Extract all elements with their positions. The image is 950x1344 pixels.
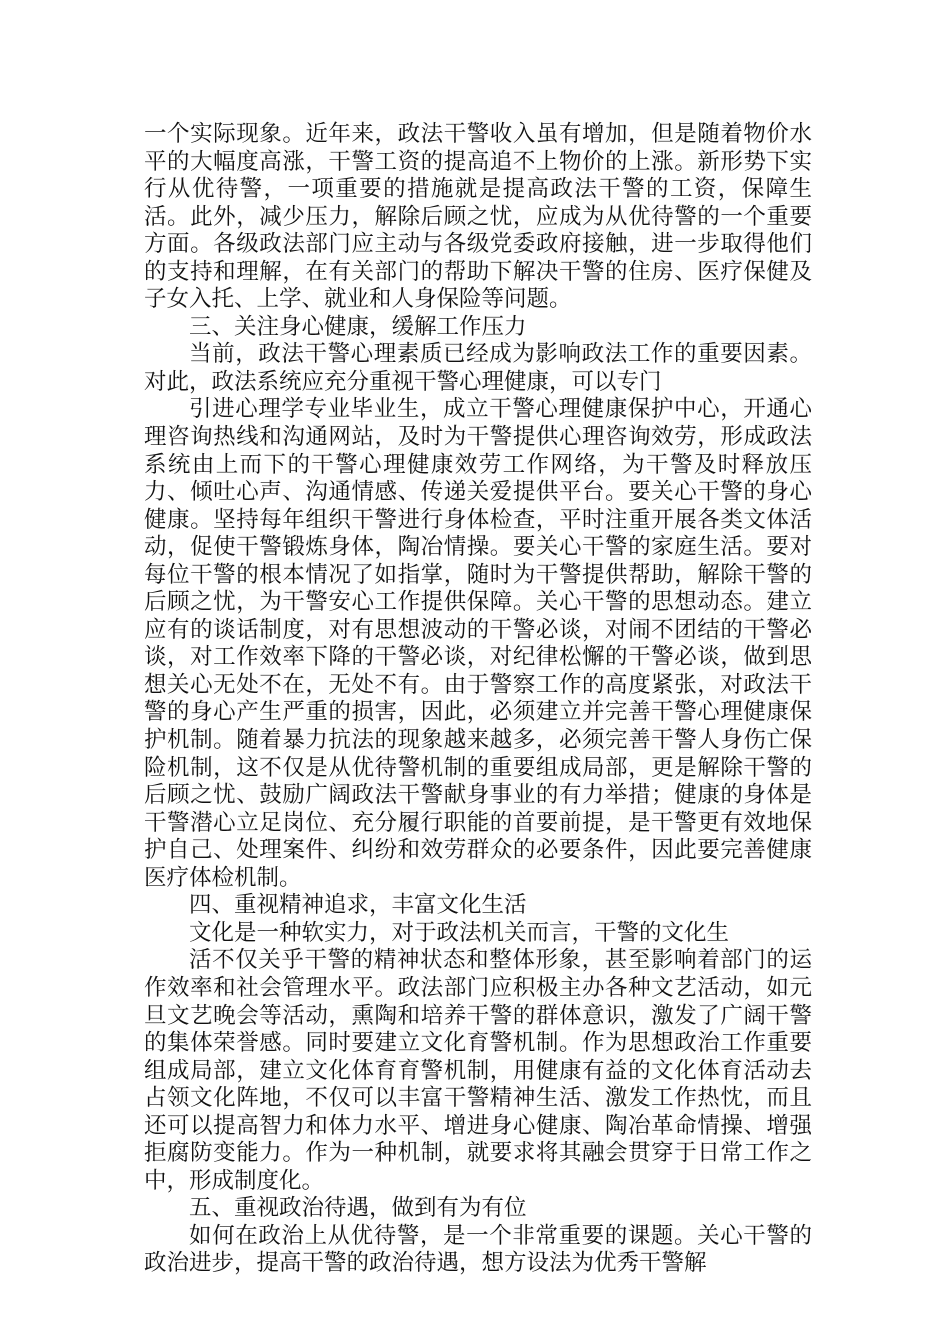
paragraph: 引进心理学专业毕业生，成立干警心理健康保护中心，开通心理咨询热线和沟通网站，及时为干警提供心理咨询效劳，形成政法系统由上而下的干警心理健康效劳工作网络，为干警及时释放压力、倾吐心声、沟通情感、传递关爱提供平台。要关心干警的身心健康。坚持每年组织干警进行身体检查，平时注重开展各类文体活动，促使干警锻炼身体，陶冶情操。要关心干警的家庭生活。要对每位干警的根本情况了如指掌，随时为干警提供帮助，解除干警的后顾之忧，为干警安心工作提供保障。关心干警的思想动态。建立应有的谈话制度，对有思想波动的干警必谈，对闹不团结的干警必谈，对工作效率下降的干警必谈，对纪律松懈的干警必谈，做到思想关心无处不在，无处不有。由于警察工作的高度紧张，对政法干警的身心产生严重的损害，因此，必须建立并完善干警心理健康保护机制。随着暴力抗法的现象越来越多，必须完善干警人身伤亡保险机制，这不仅是从优待警机制的重要组成局部，更是解除干警的后顾之忧、鼓励广阔政法干警献身事业的有力举措；健康的身体是干警潜心立足岗位、充分履行职能的首要前提，是干警更有效地保护自己、处理案件、纠纷和效劳群众的必要条件，因此要完善健康医疗体检机制。 xyxy=(144,396,812,891)
section-heading-3: 三、关注身心健康，缓解工作压力 xyxy=(189,313,527,340)
paragraph: 如何在政治上从优待警，是一个非常重要的课题。关心干警的政治进步，提高干警的政治待遇，想方设法为优秀干警解 xyxy=(144,1222,812,1277)
section-heading-5: 五、重视政治待遇，做到有为有位 xyxy=(189,1195,527,1222)
paragraph-continuation: 一个实际现象。近年来，政法干警收入虽有增加，但是随着物价水平的大幅度高涨，干警工资的提高追不上物价的上涨。新形势下实行从优待警，一项重要的措施就是提高政法干警的工资，保障生活。此外，减少压力，解除后顾之忧，应成为从优待警的一个重要方面。各级政法部门应主动与各级党委政府接触，进一步取得他们的支持和理解，在有关部门的帮助下解决干警的住房、医疗保健及子女入托、上学、就业和人身保险等问题。 xyxy=(144,121,812,313)
paragraph: 活不仅关乎干警的精神状态和整体形象，甚至影响着部门的运作效率和社会管理水平。政法部门应积极主办各种文艺活动，如元旦文艺晚会等活动，熏陶和培养干警的群体意识，激发了广阔干警的集体荣誉感。同时要建立文化育警机制。作为思想政治工作重要组成局部，建立文化体育育警机制，用健康有益的文化体育活动去占领文化阵地，不仅可以丰富干警精神生活、激发工作热忱，而且还可以提高智力和体力水平、增进身心健康、陶冶革命情操、增强拒腐防变能力。作为一种机制，就要求将其融会贯穿于日常工作之中，形成制度化。 xyxy=(144,947,812,1194)
paragraph: 当前，政法干警心理素质已经成为影响政法工作的重要因素。对此，政法系统应充分重视干警心理健康，可以专门 xyxy=(144,341,812,395)
section-heading-4: 四、重视精神追求，丰富文化生活 xyxy=(189,892,527,919)
document-body xyxy=(144,121,812,1278)
paragraph: 文化是一种软实力，对于政法机关而言，干警的文化生 xyxy=(189,919,730,946)
